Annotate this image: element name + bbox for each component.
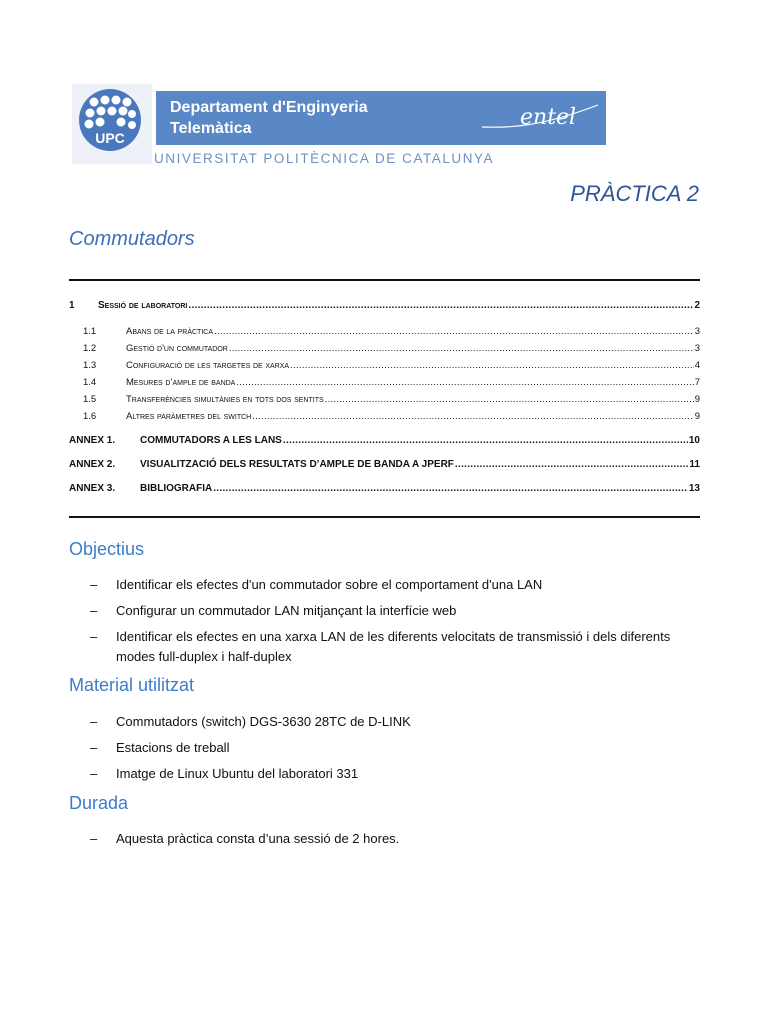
toc-title: Transferències simultànies en tots dos sentits (126, 394, 324, 405)
top-divider (69, 279, 700, 281)
toc-number: ANNEX 3. (69, 483, 116, 494)
toc-title: Sessió de laboratori (98, 300, 188, 311)
list-item (90, 764, 702, 784)
toc-title: COMMUTADORS A LES LANS (140, 435, 282, 446)
list-item-text: Configurar un commutador LAN mitjançant la interfície web (116, 603, 457, 618)
entel-logo (480, 97, 600, 137)
bullet-dash: – (90, 740, 98, 755)
toc-page: 3 (694, 326, 700, 337)
list-item-text: Identificar els efectes en una xarxa LAN de les diferents velocitats de transmissió i dels diferents modes full-duplex i half-duplex (116, 629, 671, 664)
section-heading-objectius: Objectius (69, 539, 145, 559)
toc-number: 1.6 (83, 411, 97, 422)
toc-entry[interactable] (69, 411, 700, 422)
list-item-text: Commutadors (switch) DGS-3630 28TC de D-LINK (116, 714, 411, 729)
bullet-dash: – (90, 577, 98, 592)
upc-logo (72, 84, 152, 164)
toc-title: Mesures d’ample de banda (126, 377, 236, 388)
toc-page: 2 (694, 300, 700, 311)
list-item (90, 575, 702, 595)
toc-number: 1.1 (83, 326, 97, 337)
list-item-text: Aquesta pràctica consta d’una sessió de 2 hores. (116, 831, 400, 846)
list-item-text: Estacions de treball (116, 740, 230, 755)
objectius-list (90, 575, 702, 673)
practice-number: PRÀCTICA 2 (570, 181, 699, 206)
toc-leader (252, 411, 693, 422)
toc-entry[interactable] (69, 435, 700, 446)
section-heading-material: Material utilitzat (69, 675, 195, 695)
toc-entry[interactable] (69, 394, 700, 405)
list-item (90, 601, 702, 621)
toc-page: 13 (688, 483, 700, 494)
toc-title: Configuració de les targetes de xarxa (126, 360, 290, 371)
bullet-dash: – (90, 766, 98, 781)
toc-number: 1 (69, 300, 75, 311)
toc-title: Abans de la pràctica (126, 326, 213, 337)
toc-entry[interactable] (69, 459, 700, 470)
list-item-text: Identificar els efectes d'un commutador sobre el comportament d'una LAN (116, 577, 543, 592)
toc-page: 9 (694, 394, 700, 405)
material-list (90, 712, 702, 790)
toc-page: 7 (694, 377, 700, 388)
header (72, 84, 612, 174)
list-item (90, 829, 702, 849)
toc-leader (229, 343, 694, 354)
toc-title: VISUALITZACIÓ DELS RESULTATS D’AMPLE DE BANDA A JPERF (140, 459, 454, 470)
toc-leader (214, 326, 694, 337)
toc-page: 4 (694, 360, 700, 371)
toc-entry[interactable] (69, 377, 700, 388)
list-item (90, 738, 702, 758)
section-heading-durada: Durada (69, 793, 129, 813)
toc-entry[interactable] (69, 326, 700, 337)
toc-number: 1.5 (83, 394, 97, 405)
document-subtitle: Commutadors (69, 228, 195, 250)
toc-leader (213, 483, 688, 494)
bottom-divider (69, 516, 700, 518)
toc-page: 10 (688, 435, 700, 446)
toc-title: Altres paràmetres del switch (126, 411, 252, 422)
toc-title: BIBLIOGRAFIA (140, 483, 213, 494)
toc-leader (283, 435, 688, 446)
durada-list (90, 829, 702, 855)
department-title: Departament d'Enginyeria Telemàtica (170, 99, 368, 137)
list-item (90, 627, 702, 666)
department-banner (156, 91, 606, 145)
toc-entry[interactable] (69, 343, 700, 354)
toc-title: Gestió d'un commutador (126, 343, 228, 354)
toc-leader (290, 360, 694, 371)
bullet-dash: – (90, 603, 98, 618)
toc-number: 1.4 (83, 377, 97, 388)
toc-leader (455, 459, 689, 470)
list-item (90, 712, 702, 732)
toc-page: 11 (689, 459, 700, 470)
toc-page: 3 (694, 343, 700, 354)
toc-number: 1.3 (83, 360, 97, 371)
toc-entry[interactable] (69, 483, 700, 494)
toc-leader (188, 300, 693, 311)
toc-page: 9 (694, 411, 700, 422)
toc-number: 1.2 (83, 343, 97, 354)
bullet-dash: – (90, 714, 98, 729)
toc-entry[interactable] (69, 360, 700, 371)
upc-logo-icon (78, 88, 142, 152)
bullet-dash: – (90, 629, 98, 644)
university-name: UNIVERSITAT POLITÈCNICA DE CATALUNYA (154, 151, 495, 166)
toc-leader (236, 377, 693, 388)
toc-number: ANNEX 1. (69, 435, 116, 446)
entel-logo-text: entel (520, 105, 577, 130)
bullet-dash: – (90, 831, 98, 846)
toc-leader (325, 394, 694, 405)
list-item-text: Imatge de Linux Ubuntu del laboratori 331 (116, 766, 359, 781)
toc-entry[interactable] (69, 300, 700, 311)
toc-number: ANNEX 2. (69, 459, 116, 470)
upc-logo-text: UPC (95, 130, 125, 146)
